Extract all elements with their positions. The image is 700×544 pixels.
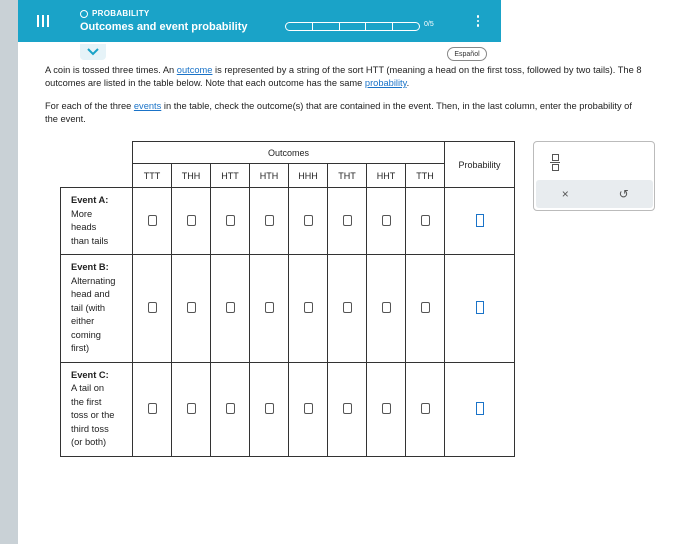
probability-header: Probability (445, 142, 515, 188)
checkbox-tht[interactable] (343, 215, 352, 226)
event-description-line: tail (with (71, 302, 106, 313)
outcome-cell (211, 362, 250, 456)
event-description-line: More (71, 208, 93, 219)
checkbox-hht[interactable] (382, 302, 391, 313)
outcome-cell (172, 255, 211, 363)
event-description-line: third toss (71, 423, 109, 434)
fraction-icon[interactable] (544, 149, 566, 175)
outcome-cell (250, 188, 289, 255)
outcome-cell (133, 255, 172, 363)
event-row (61, 362, 515, 456)
events-link[interactable]: events (133, 101, 162, 111)
outcome-cell (172, 362, 211, 456)
outcome-cell (133, 362, 172, 456)
event-label (61, 255, 133, 363)
probability-input[interactable] (476, 301, 484, 314)
checkbox-hhh[interactable] (304, 403, 313, 414)
event-description-line: first) (71, 343, 90, 353)
answer-tools-panel (533, 141, 655, 211)
outcome-header-thh: THH (172, 164, 211, 188)
tool-actions (536, 180, 653, 208)
outcome-header-hht: HHT (367, 164, 406, 188)
event-description-line: head and (71, 289, 110, 299)
progress-bar (285, 22, 420, 31)
checkbox-thh[interactable] (187, 215, 196, 226)
checkbox-ttt[interactable] (148, 403, 157, 414)
topic-circle-icon (80, 10, 88, 18)
checkbox-tth[interactable] (421, 215, 430, 226)
event-description-line: Alternating (71, 275, 116, 286)
probability-input[interactable] (476, 214, 484, 227)
event-description-line: the first (71, 396, 102, 407)
problem-paragraph-2: For each of the three events in the table, check the outcome(s) that are contained in the event. Then, in the last column, enter the probability of the event. (45, 101, 632, 124)
outcome-cell (406, 362, 445, 456)
probability-link[interactable]: probability (364, 78, 407, 88)
outcome-header-ttt: TTT (133, 164, 172, 188)
outcome-header-tth: TTH (406, 164, 445, 188)
outcome-cell (172, 188, 211, 255)
event-description-line: heads (71, 222, 97, 232)
checkbox-tth[interactable] (421, 403, 430, 414)
checkbox-ttt[interactable] (148, 215, 157, 226)
outcome-cell (328, 255, 367, 363)
progress-count: 0/5 (424, 21, 434, 28)
outcome-cell (211, 255, 250, 363)
outcome-cell (328, 362, 367, 456)
outcome-cell (250, 362, 289, 456)
checkbox-tht[interactable] (343, 302, 352, 313)
outcome-cell (289, 255, 328, 363)
outcome-cell (289, 188, 328, 255)
checkbox-hth[interactable] (265, 403, 274, 414)
outcome-header-tht: THT (328, 164, 367, 188)
checkbox-hht[interactable] (382, 403, 391, 414)
event-description-line: than tails (71, 235, 109, 246)
event-description-line: A tail on (71, 383, 105, 393)
checkbox-htt[interactable] (226, 403, 235, 414)
event-row (61, 255, 515, 363)
outcome-link[interactable]: outcome (176, 65, 213, 75)
right-gutter (687, 0, 700, 544)
outcome-cell (367, 255, 406, 363)
event-name: Event B: (71, 262, 109, 272)
probability-cell (445, 188, 515, 255)
checkbox-hhh[interactable] (304, 215, 313, 226)
page-title: Outcomes and event probability (80, 21, 248, 33)
event-description-line: coming (71, 329, 101, 340)
outcome-cell (367, 188, 406, 255)
header-extension (501, 0, 687, 42)
outcome-cell (406, 255, 445, 363)
checkbox-tth[interactable] (421, 302, 430, 313)
undo-icon[interactable]: ↺ (618, 187, 629, 201)
outcome-cell (367, 362, 406, 456)
outcome-header-hhh: HHH (289, 164, 328, 188)
topic-label: PROBABILITY (92, 9, 150, 18)
outcome-cell (133, 188, 172, 255)
outcome-cell (328, 188, 367, 255)
event-name: Event A: (71, 195, 109, 205)
topic-row (80, 9, 150, 18)
left-gutter (0, 0, 18, 544)
checkbox-thh[interactable] (187, 403, 196, 414)
outcome-cell (250, 255, 289, 363)
event-description-line: either (71, 316, 95, 326)
menu-button[interactable] (18, 0, 68, 42)
more-options-icon[interactable] (470, 12, 486, 30)
language-button[interactable]: Español (447, 47, 487, 61)
header-bar (18, 0, 501, 42)
outcome-header-hth: HTH (250, 164, 289, 188)
checkbox-htt[interactable] (226, 302, 235, 313)
checkbox-hth[interactable] (265, 302, 274, 313)
event-label (61, 362, 133, 456)
outcome-cell (289, 362, 328, 456)
checkbox-hhh[interactable] (304, 302, 313, 313)
probability-cell (445, 362, 515, 456)
collapse-button[interactable] (80, 44, 106, 60)
outcomes-header: Outcomes (133, 142, 445, 164)
checkbox-thh[interactable] (187, 302, 196, 313)
event-label (61, 188, 133, 255)
event-table (60, 141, 515, 457)
outcome-header-htt: HTT (211, 164, 250, 188)
checkbox-tht[interactable] (343, 403, 352, 414)
menu-icon (37, 15, 49, 27)
outcome-cell (211, 188, 250, 255)
close-icon[interactable]: × (561, 187, 569, 201)
event-name: Event C: (71, 369, 109, 380)
event-description-line: toss or the (71, 410, 115, 420)
checkbox-ttt[interactable] (148, 302, 157, 313)
checkbox-hth[interactable] (265, 215, 274, 226)
event-row (61, 188, 515, 255)
outcome-cell (406, 188, 445, 255)
checkbox-htt[interactable] (226, 215, 235, 226)
probability-cell (445, 255, 515, 363)
probability-input[interactable] (476, 402, 484, 415)
checkbox-hht[interactable] (382, 215, 391, 226)
event-description-line: (or both) (71, 437, 107, 447)
problem-paragraph-1: A coin is tossed three times. An outcome is represented by a string of the sort HTT (meaning a head on the first toss, followed by two tails). The 8 outcomes are listed in the table below. Note that each outcome has the same probability. (45, 65, 642, 88)
chevron-down-icon (87, 48, 99, 56)
